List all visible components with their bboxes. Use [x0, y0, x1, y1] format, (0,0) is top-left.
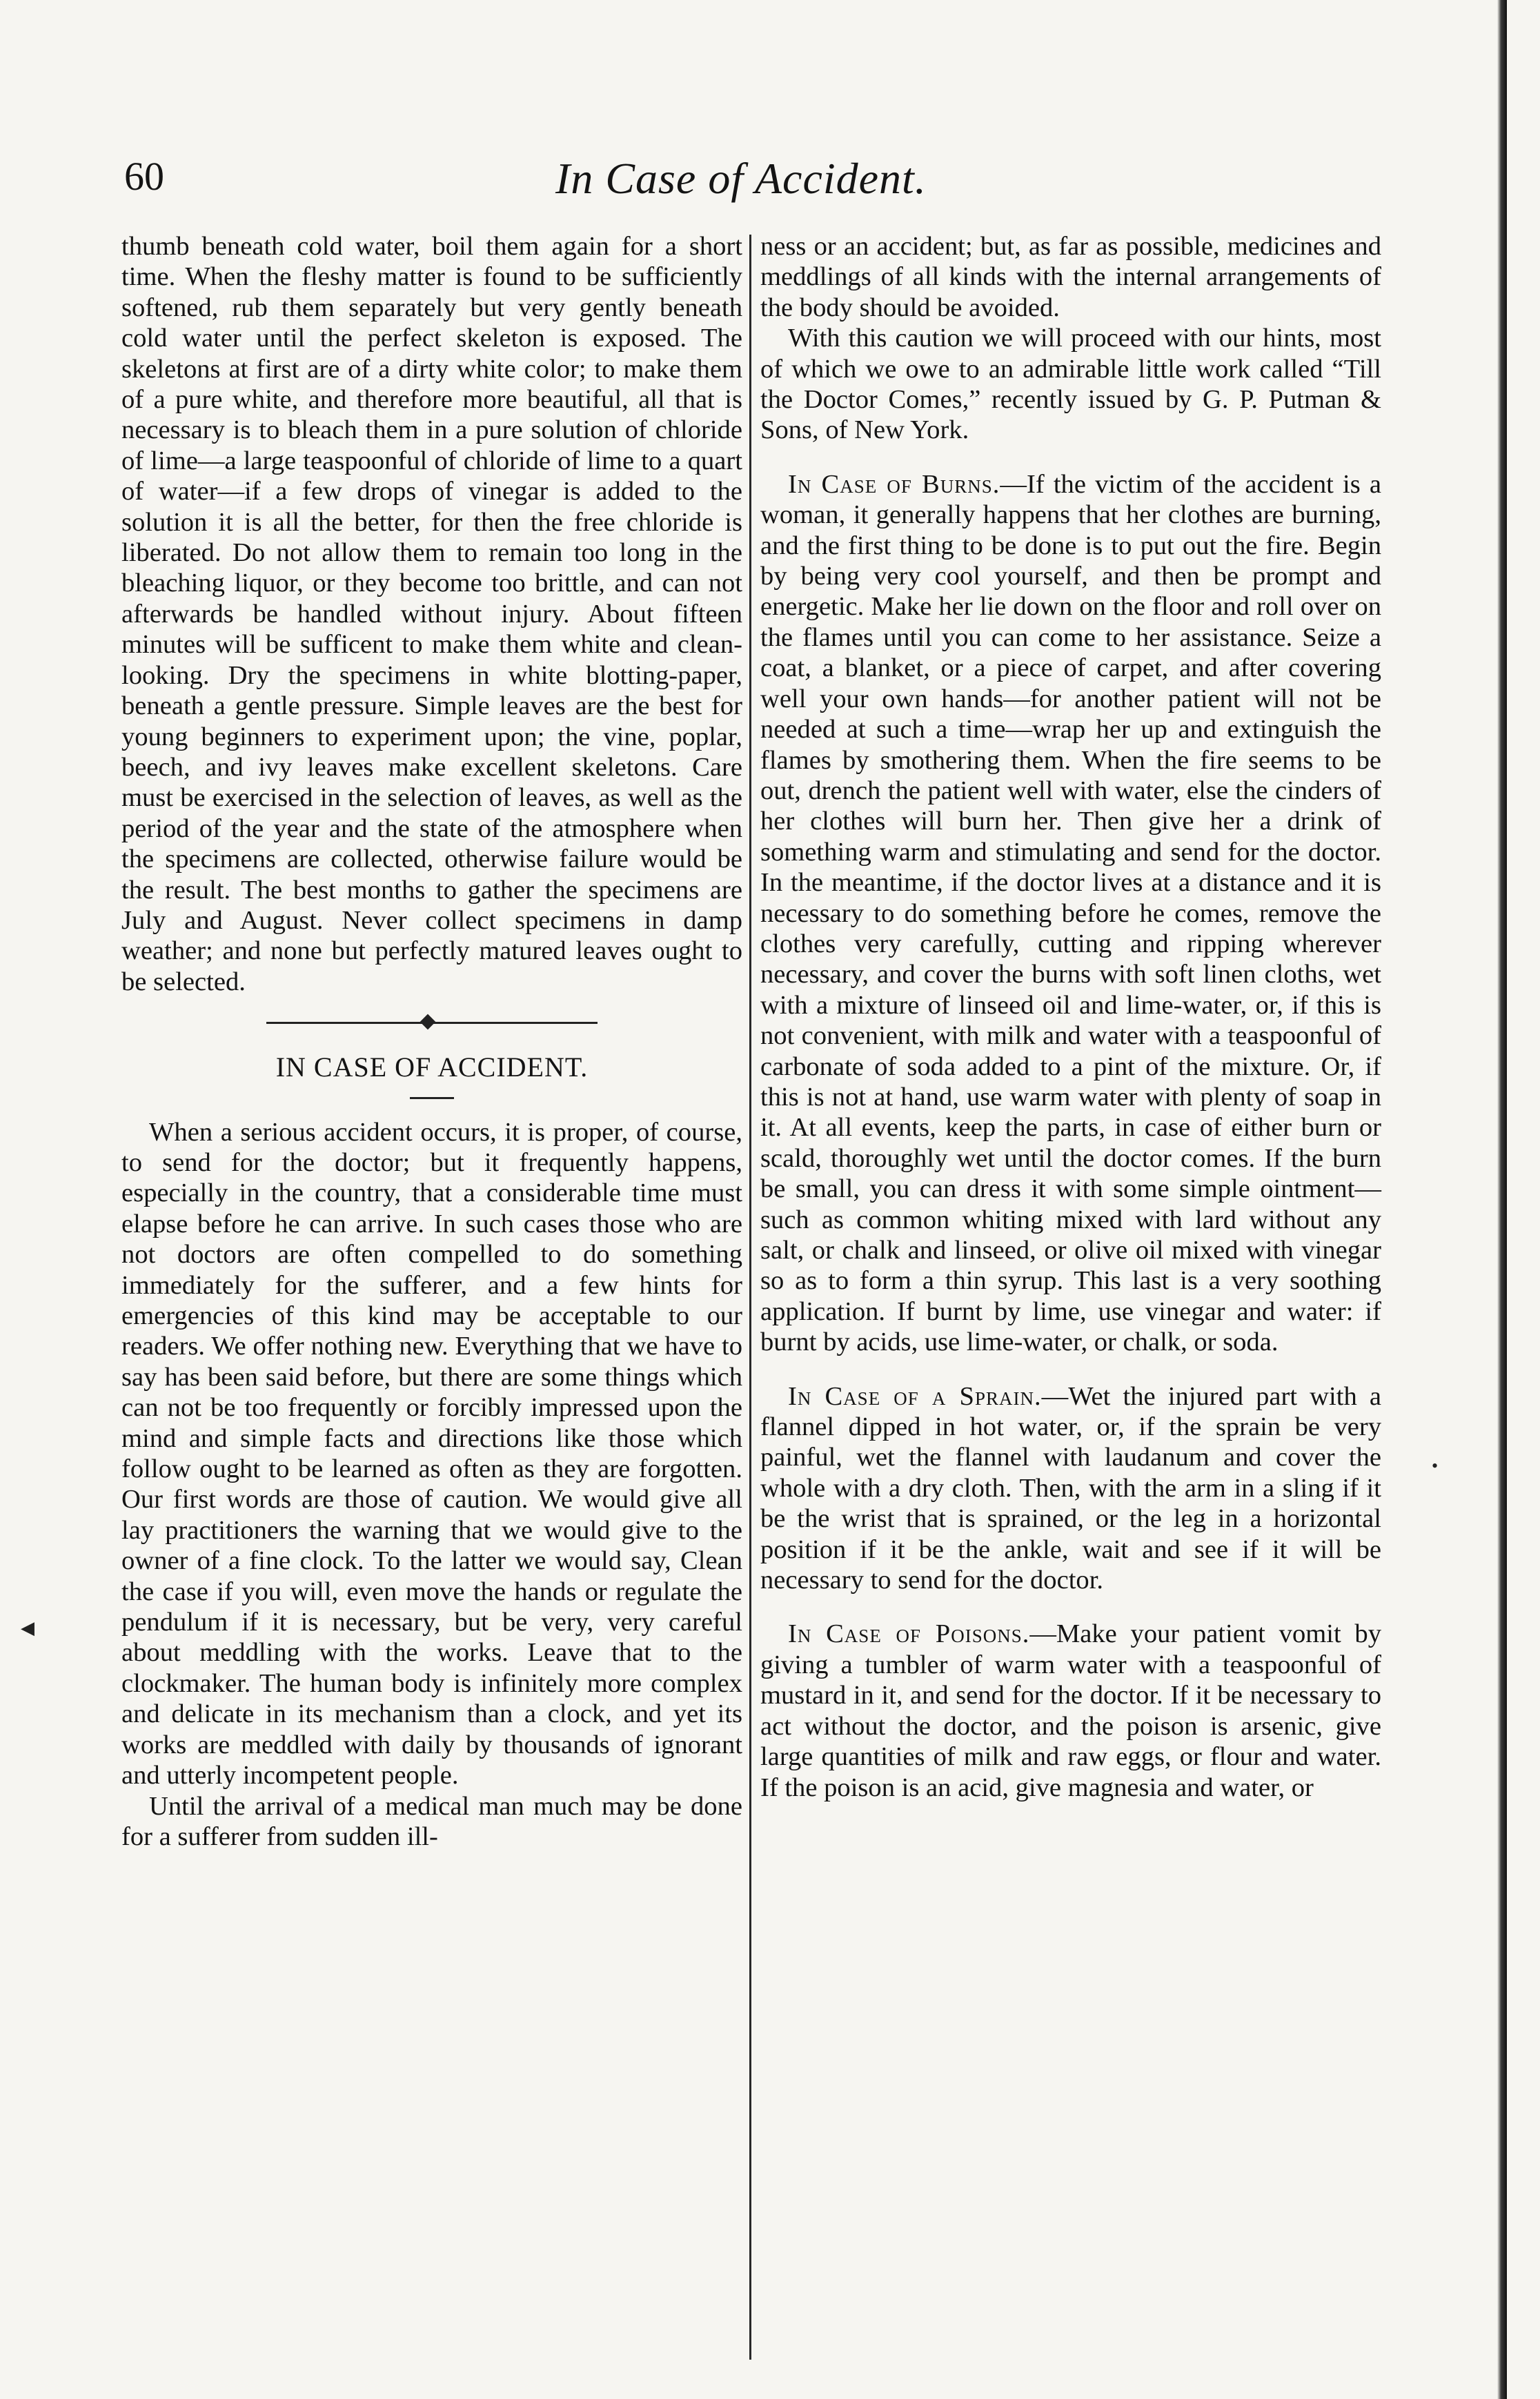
running-title: In Case of Accident.	[555, 154, 927, 203]
sprain-text: —Wet the injured part with a flannel dipped in hot water, or, if the sprain be very painful, wet the flannel with laudanum and cover the whole with a dry cloth. Then, with the arm in a sling if it be the wrist that is sprained, or the leg in a horizontal position if it be the ankle, wait and see if it will be necessary to send for the doctor.	[760, 1381, 1381, 1595]
poisons-heading: In Case of Poisons.	[788, 1619, 1030, 1649]
spacer	[760, 1595, 1381, 1619]
sprain-heading: In Case of a Sprain.	[788, 1381, 1042, 1411]
title-underline	[410, 1097, 454, 1099]
left-column	[121, 231, 742, 1852]
page-edge-shadow	[1497, 0, 1507, 2399]
poisons-text: —Make your patient vomit by giving a tumbler of warm water with a teaspoonful of mustard in it, and send for the doctor. If it be necessary to act without the doctor, and the poison is arsenic, give large quantities of milk and raw eggs, or flour and water. If the poison is an acid, give magnesia and water, or	[760, 1619, 1381, 1802]
section-title: IN CASE OF ACCIDENT.	[275, 1052, 589, 1083]
column-rule	[749, 235, 751, 2360]
continued-paragraph-left: thumb beneath cold water, boil them again for a short time. When the fleshy matter is found to be sufficiently softened, rub them separately but very gently beneath cold water until the perfect skeleton is exposed. The skeletons at first are of a dirty white color; to make them of a pure white, and therefore more beautiful, all that is necessary is to bleach them in a pure solution of chloride of lime—a large teaspoonful of chloride of lime to a quart of water—if a few drops of vinegar is added to the solution it is all the better, for then the free chloride is liberated. Do not allow them to remain too long in the bleaching liquor, or they become too brittle, and can not afterwards be handled without injury. About fifteen minutes will be sufficent to make them white and clean-looking. Dry the specimens in white blotting-paper, beneath a gentle pressure. Simple leaves are the best for young beginners to experiment upon; the vine, poplar, beech, and ivy leaves make excellent skeletons. Care must be exercised in the selection of leaves, as well as the period of the year and the state of the atmosphere when the specimens are collected, otherwise failure would be the result. The best months to gather the specimens are July and August. Never collect specimens in damp weather; and none but perfectly matured leaves ought to be selected.	[121, 232, 742, 996]
intro-paragraph: When a serious accident occurs, it is proper, of course, to send for the doctor; but it frequently happens, especially in the country, that a considerable time must elapse before he can arrive. In such cases those who are not doctors are often compelled to do something immediately for the sufferer, and a few hints for emergencies of this kind may be acceptable to our readers. We offer nothing new. Everything that we have to say has been said before, but there are some things which can not be too frequently or forcibly impressed upon the mind and simple facts and directions like those which follow ought to be learned as often as they are forgotten. Our first words are those of caution. We would give all lay practitioners the warning that we would give to the owner of a fine clock. To the latter we would say, Clean the case if you will, even move the hands or regulate the pendulum if it is necessary, but be very, very careful about meddling with the works. Leave that to the clockmaker. The human body is infinitely more complex and delicate in its mechanism than a clock, and yet its works are meddled with daily by thousands of ignorant and utterly incompetent people.	[121, 1117, 742, 1790]
burns-heading: In Case of Burns.	[788, 469, 1000, 499]
until-paragraph: Until the arrival of a medical man much may be done for a sufferer from sudden ill-	[121, 1791, 742, 1851]
margin-dot-icon: •	[1432, 1456, 1439, 1476]
divider-ornament-icon	[420, 1014, 436, 1030]
burns-paragraph	[760, 469, 1381, 1358]
page-number: 60	[124, 154, 164, 199]
margin-arrow-icon: ◀	[21, 1618, 34, 1638]
continued-paragraph-right: ness or an accident; but, as far as possible, medicines and meddlings of all kinds with the internal arrangements of the body should be avoided.	[760, 232, 1381, 322]
spacer	[760, 446, 1381, 469]
burns-text: —If the victim of the accident is a woman, it generally happens that her clothes are burning, and the first thing to be done is to put out the fire. Begin by being very cool yourself, and then be prompt and energetic. Make her lie down on the floor and roll over on the flames until you can come to her assistance. Seize a coat, a blanket, or a piece of carpet, and after covering well your own hands—for another patient will not be needed at such a time—wrap her up and extinguish the flames by smothering them. When the fire seems to be out, drench the patient well with water, else the cinders of her clothes will burn her. Then give her a drink of something warm and stimulating and send for the doctor. In the meantime, if the doctor lives at a distance and it is necessary to do something before he comes, remove the clothes very carefully, cutting and ripping wherever necessary, and cover the burns with soft linen cloths, wet with a mixture of linseed oil and lime-water, or, if this is not convenient, with milk and water with a teaspoonful of carbonate of soda added to a pint of the mixture. Or, if this is not at hand, use warm water with plenty of soap in it. At all events, keep the parts, in case of either burn or scald, thoroughly wet until the doctor comes. If the burn be small, you can dress it with some simple ointment—such as common whiting mixed with lard without any salt, or chalk and linseed, or olive oil mixed with vinegar so as to form a thin syrup. This last is a very soothing application. If burnt by lime, use vinegar and water: if burnt by acids, use lime-water, or chalk, or soda.	[760, 469, 1381, 1357]
section-divider	[121, 1011, 742, 1036]
caution-paragraph: With this caution we will proceed with our hints, most of which we owe to an admirable little work called “Till the Doctor Comes,” recently issued by G. P. Putman & Sons, of New York.	[760, 324, 1381, 445]
page-header	[124, 153, 1408, 208]
right-column	[760, 231, 1381, 1803]
spacer	[760, 1358, 1381, 1381]
poisons-paragraph	[760, 1619, 1381, 1802]
sprain-paragraph	[760, 1381, 1381, 1596]
